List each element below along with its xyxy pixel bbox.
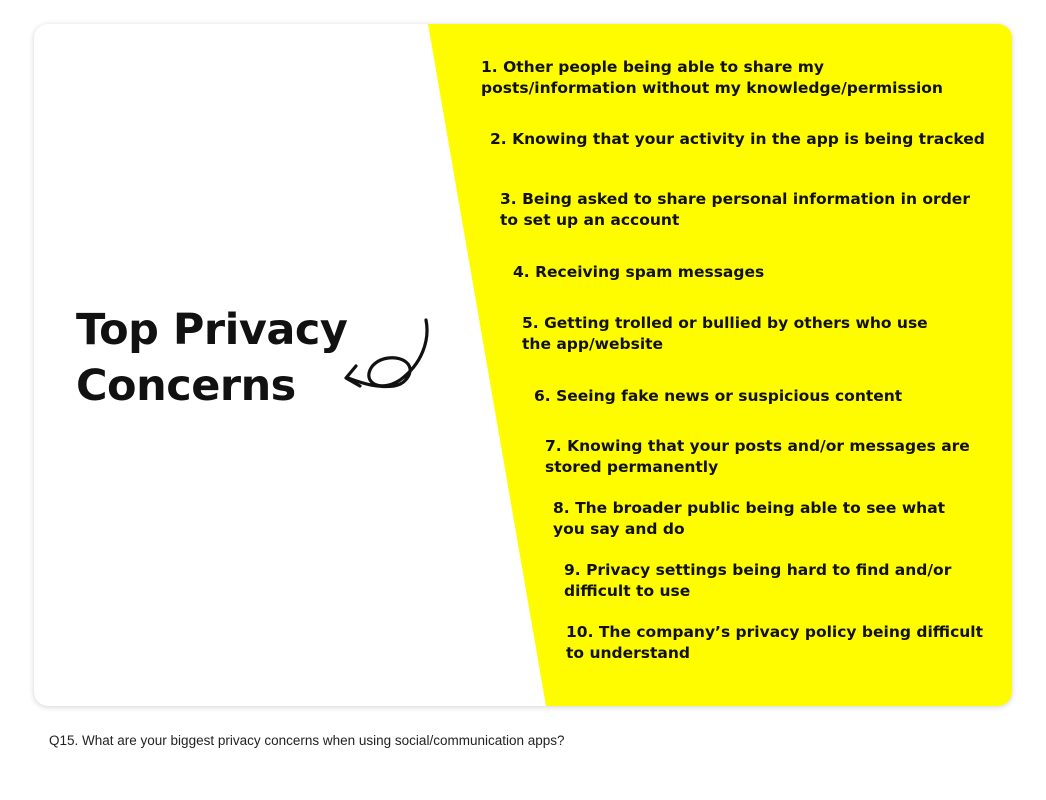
concern-item-6: 6. Seeing fake news or suspicious content <box>534 387 903 405</box>
slide-card <box>34 24 1012 706</box>
page-title <box>76 302 347 414</box>
concern-item-2: 2. Knowing that your activity in the app is being tracked <box>490 130 985 148</box>
concern-item-7: 7. Knowing that your posts and/or messages are stored permanently <box>545 437 970 476</box>
loop-arrow-icon <box>334 314 444 404</box>
survey-question-footnote: Q15. What are your biggest privacy concerns when using social/communication apps? <box>49 733 565 748</box>
concern-item-1: 1. Other people being able to share my posts/information without my knowledge/permission <box>481 58 943 97</box>
concern-item-9: 9. Privacy settings being hard to find and/or difficult to use <box>564 561 952 600</box>
title-line-1: Top Privacy <box>76 305 348 355</box>
concern-item-10: 10. The company’s privacy policy being difficult to understand <box>566 623 984 662</box>
concern-item-5: 5. Getting trolled or bullied by others who use the app/website <box>522 314 928 353</box>
concern-item-4: 4. Receiving spam messages <box>513 263 765 281</box>
concern-item-8: 8. The broader public being able to see what you say and do <box>553 499 946 538</box>
concern-item-3: 3. Being asked to share personal information in order to set up an account <box>500 190 970 229</box>
title-line-2: Concerns <box>76 361 296 411</box>
